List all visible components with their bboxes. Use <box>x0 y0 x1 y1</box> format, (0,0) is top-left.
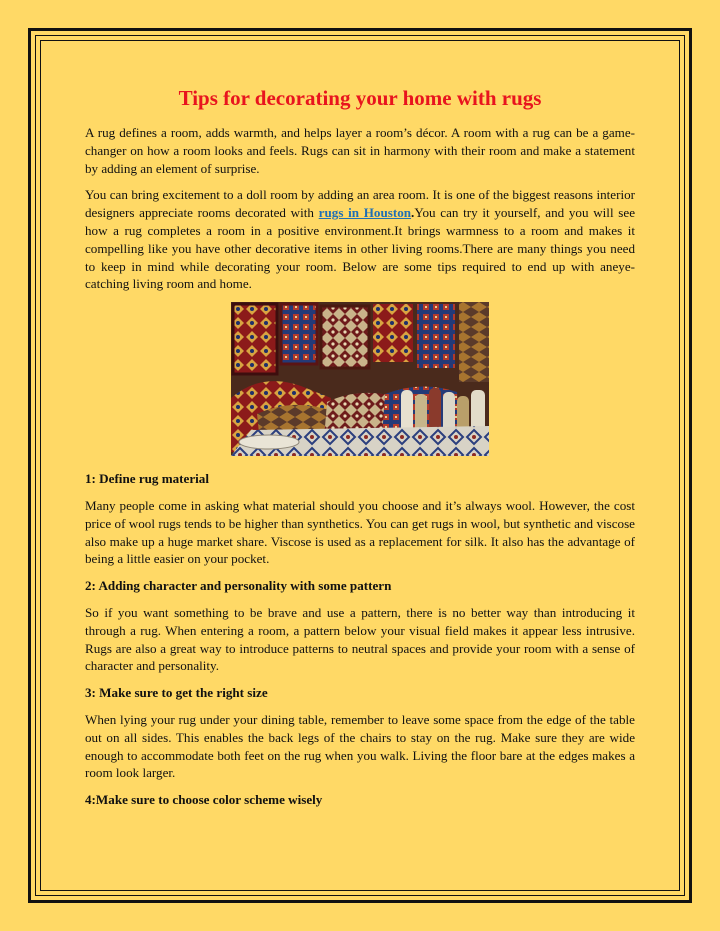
paragraph-two-text-after: You can try it yourself, and you will see how a rug completes a room in a positive environment.It brings warmness to a room and makes it compelling like you have other decorative items in other living rooms.There are many things you need to keep in mind while decorating your room. Below are some tips required to end up with aneye-catching living room and home. <box>85 205 636 292</box>
rugs-in-houston-link[interactable]: rugs in Houston <box>318 205 412 221</box>
section-2-body: So if you want something to be brave and use a pattern, there is no better way than introducing it through a rug. When entering a room, a pattern below your visual field makes it appear less intrusive. Rugs are also a great way to introduce patterns to neutral spaces and provide your room with a sense of character and personality. <box>85 604 635 674</box>
section-4-heading: 4:Make sure to choose color scheme wisely <box>85 792 323 808</box>
section-2-heading: 2: Adding character and personality with some pattern <box>85 578 392 594</box>
rugs-showroom-photo <box>231 302 489 456</box>
photo-container <box>85 302 635 456</box>
section-3-heading: 3: Make sure to get the right size <box>85 685 268 701</box>
page-title: Tips for decorating your home with rugs <box>178 86 542 110</box>
intro-paragraph: A rug defines a room, adds warmth, and helps layer a room’s décor. A room with a rug can be a game-changer on how a room looks and feels. Rugs can sit in harmony with their room and make a statement by adding an element of surprise. <box>85 125 635 176</box>
paragraph-two-period: . <box>411 205 415 221</box>
paragraph-two-text-before: You can bring excitement to a doll room by adding an area room. It is one of the biggest reasons interior designers appreciate rooms decorated with <box>85 187 635 221</box>
paragraph-two <box>85 186 635 293</box>
section-3-body: When lying your rug under your dining table, remember to leave some space from the edge of the table out on all sides. This enables the back legs of the chairs to stay on the rug. Make sure they are wide enough to accommodate both feet on the rug when you walk. Living the floor bare at the edges makes a room look larger. <box>85 711 635 781</box>
article <box>85 84 635 818</box>
section-1-heading: 1: Define rug material <box>85 471 209 487</box>
section-1-body: Many people come in asking what material should you choose and it’s always wool. However, the cost price of wool rugs tends to be higher than synthetics. You can get rugs in wool, but synthetic and viscose also make up a huge market share. Viscose is used as a replacement for silk. It also has the advantage of being a little easier on your pocket. <box>85 497 635 567</box>
